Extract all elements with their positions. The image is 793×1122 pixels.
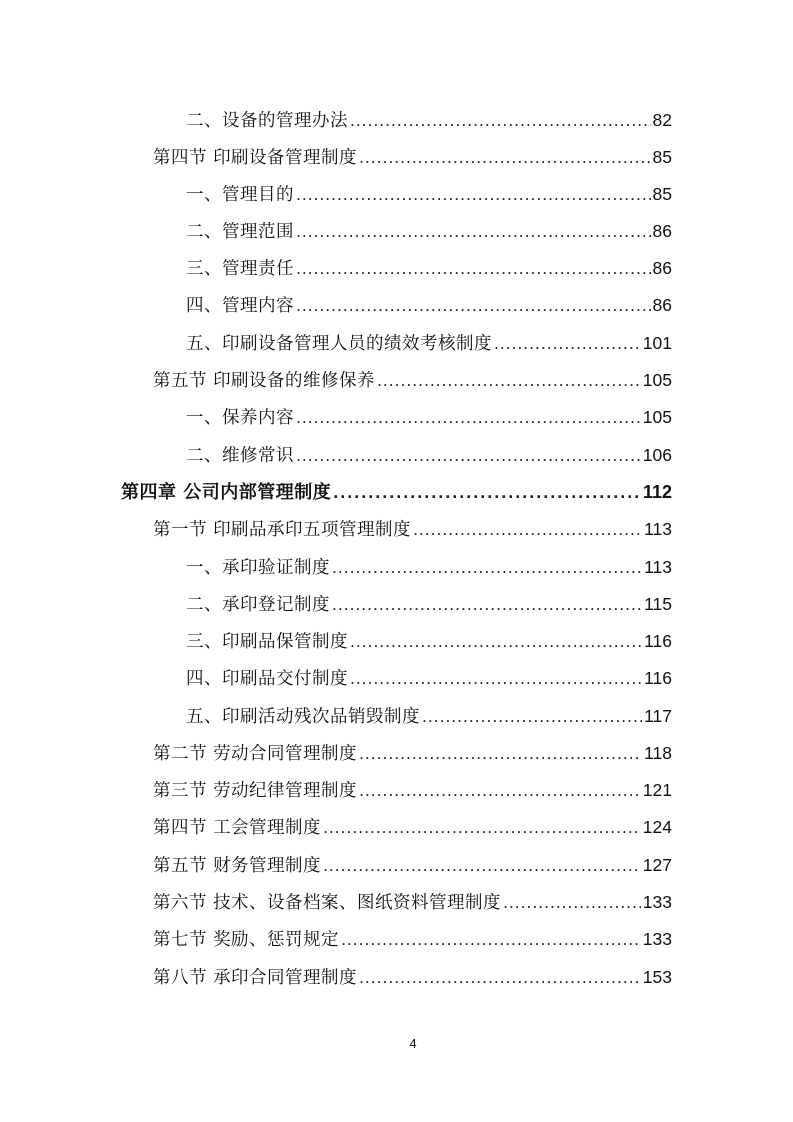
toc-entry-label: 一、承印验证制度 (186, 558, 330, 578)
dot-leader (422, 703, 642, 729)
toc-entry-page: 113 (644, 557, 672, 577)
toc-entry-page: 115 (644, 594, 672, 614)
toc-entry-label: 二、设备的管理办法 (186, 111, 348, 131)
toc-entry[interactable] (153, 516, 672, 542)
toc-entry[interactable] (153, 367, 672, 393)
toc-entry-page: 82 (652, 110, 672, 130)
toc-entry-page: 124 (642, 817, 672, 837)
dot-leader (350, 628, 642, 654)
dot-leader (350, 107, 651, 133)
dot-leader (296, 181, 651, 207)
dot-leader (359, 144, 650, 170)
toc-entry-label: 二、维修常识 (186, 446, 294, 466)
dot-leader (377, 367, 641, 393)
toc-entry-page: 127 (642, 855, 672, 875)
toc-entry[interactable] (186, 591, 672, 617)
toc-entry[interactable] (153, 852, 672, 878)
toc-entry-page: 118 (644, 743, 672, 763)
toc-entry-page: 117 (644, 706, 672, 726)
toc-entry-page: 86 (652, 221, 672, 241)
toc-entry-page: 85 (652, 184, 672, 204)
toc-entry-label: 第五节 财务管理制度 (153, 856, 322, 876)
toc-entry[interactable] (186, 628, 672, 654)
toc-entry-label: 第四章 公司内部管理制度 (121, 482, 332, 503)
toc-entry-label: 二、承印登记制度 (186, 595, 330, 615)
toc-entry-page: 101 (642, 333, 672, 353)
toc-entry-label: 五、印刷设备管理人员的绩效考核制度 (186, 334, 492, 354)
toc-entry[interactable] (186, 218, 672, 244)
toc-entry-page: 85 (652, 147, 672, 167)
toc-entry[interactable] (186, 554, 672, 580)
toc-entry-page: 112 (642, 482, 672, 502)
toc-entry[interactable] (153, 889, 672, 915)
dot-leader (503, 889, 641, 915)
toc-entry-label: 四、管理内容 (186, 296, 294, 316)
dot-leader (323, 852, 641, 878)
toc-entry-label: 二、管理范围 (186, 222, 294, 242)
dot-leader (350, 665, 642, 691)
dot-leader (296, 255, 651, 281)
dot-leader (333, 479, 641, 505)
toc-entry[interactable] (153, 144, 672, 170)
toc-entry-page: 105 (642, 407, 672, 427)
toc-entry-page: 133 (642, 892, 672, 912)
toc-entry-label: 第七节 奖励、惩罚规定 (153, 930, 340, 950)
toc-entry[interactable] (153, 964, 672, 990)
toc-entry-label: 一、保养内容 (186, 408, 294, 428)
dot-leader (332, 554, 642, 580)
toc-entry-label: 五、印刷活动残次品销毁制度 (186, 707, 420, 727)
toc-entry-label: 第二节 劳动合同管理制度 (153, 744, 358, 764)
toc-entry[interactable] (153, 777, 672, 803)
dot-leader (359, 964, 641, 990)
dot-leader (341, 926, 641, 952)
dot-leader (359, 777, 641, 803)
toc-entry-page: 133 (642, 929, 672, 949)
toc-entry[interactable] (186, 107, 672, 133)
dot-leader (296, 442, 641, 468)
toc-entry[interactable] (186, 181, 672, 207)
toc-entry-page: 86 (652, 258, 672, 278)
dot-leader (332, 591, 642, 617)
dot-leader (494, 330, 641, 356)
toc-entry-page: 113 (644, 519, 672, 539)
toc-entry-label: 三、印刷品保管制度 (186, 632, 348, 652)
dot-leader (296, 404, 641, 430)
toc-entry-label: 四、印刷品交付制度 (186, 669, 348, 689)
toc-entry-label: 第一节 印刷品承印五项管理制度 (153, 520, 412, 540)
toc-entry-label: 一、管理目的 (186, 185, 294, 205)
toc-entry[interactable] (153, 926, 672, 952)
toc-entry[interactable] (186, 442, 672, 468)
toc-entry[interactable] (186, 703, 672, 729)
toc-entry-label: 第四节 印刷设备管理制度 (153, 148, 358, 168)
toc-entry-label: 第六节 技术、设备档案、图纸资料管理制度 (153, 893, 502, 913)
toc-entry-label: 三、管理责任 (186, 259, 294, 279)
dot-leader (413, 516, 642, 542)
toc-entry[interactable] (153, 814, 672, 840)
dot-leader (323, 814, 641, 840)
toc-entry-page: 153 (642, 967, 672, 987)
toc-entry-page: 86 (652, 295, 672, 315)
toc-entry-label: 第三节 劳动纪律管理制度 (153, 781, 358, 801)
dot-leader (296, 292, 651, 318)
toc-entry-label: 第四节 工会管理制度 (153, 818, 322, 838)
toc-entry[interactable] (186, 292, 672, 318)
toc-entry-page: 106 (642, 445, 672, 465)
toc-entry-page: 105 (642, 370, 672, 390)
toc-chapter-entry[interactable] (121, 479, 672, 505)
toc-entry[interactable] (153, 740, 672, 766)
toc-entry-page: 116 (644, 631, 672, 651)
toc-entry-page: 121 (642, 780, 672, 800)
toc-entry-label: 第八节 承印合同管理制度 (153, 968, 358, 988)
dot-leader (296, 218, 651, 244)
toc-entry[interactable] (186, 255, 672, 281)
toc-entry[interactable] (186, 330, 672, 356)
toc-entry-label: 第五节 印刷设备的维修保养 (153, 371, 376, 391)
toc-entry-page: 116 (644, 668, 672, 688)
toc-entry[interactable] (186, 665, 672, 691)
toc-entry[interactable] (186, 404, 672, 430)
page-number: 4 (409, 1036, 417, 1051)
dot-leader (359, 740, 642, 766)
